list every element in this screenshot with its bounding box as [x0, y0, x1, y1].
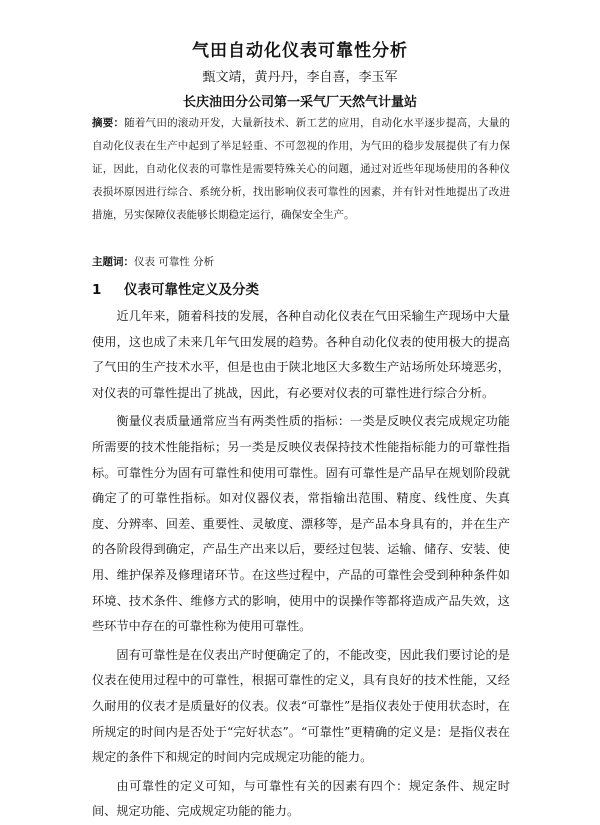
keywords [92, 253, 510, 271]
section-heading [92, 279, 510, 301]
section-title: 仪表可靠性定义及分类 [124, 282, 259, 298]
keywords-label: 主题词： [92, 256, 134, 268]
abstract-label: 摘要： [92, 117, 125, 129]
paper-title: 气田自动化仪表可靠性分析 [192, 41, 408, 61]
body-paragraph: 由可靠性的定义可知，与可靠性有关的因素有四个：规定条件、规定时间、规定功能、完成规定功能的能力。 [92, 778, 510, 819]
affiliation: 长庆油田分公司第一采气厂天然气计量站 [182, 95, 417, 110]
section-number: 1 [92, 282, 102, 298]
body-paragraph: 固有可靠性是在仪表出产时便确定了的，不能改变，因此我们要讨论的是仪表在使用过程中的可靠性，根据可靠性的定义，具有良好的技术性能，又经久耐用的仪表才是质量好的仪表。仪表“可靠性”是指仪表处于使用状态时，在所规定的时间内是否处于“完好状态”。“可靠性”更精确的定义是：是指仪表在规定的条件下和规定的时间内完成规定功能的能力。 [92, 647, 510, 765]
abstract [92, 112, 510, 227]
keywords-text: 仪表 可靠性 分析 [134, 256, 215, 268]
body-paragraph: 衡量仪表质量通常应当有两类性质的指标：一类是反映仪表完成规定功能所需要的技术性能指标；另一类是反映仪表保持技术性能指标能力的可靠性指标。可靠性分为固有可靠性和使用可靠性。固有可靠性是产品早在规划阶段就确定了的可靠性指标。如对仪器仪表，常指输出范围、精度、线性度、失真度、分辨率、回差、重要性、灵敏度、漂移等，是产品本身具有的，并在生产的各阶段得到确定，产品生产出来以后，要经过包装、运输、储存、安装、使用、维护保养及修理诸环节。在这些过程中，产品的可靠性会受到种种条件如环境、技术条件、维修方式的影响，使用中的误操作等都将造成产品失效，这些环节中存在的可靠性称为使用可靠性。 [92, 414, 510, 634]
body-paragraph: 近几年来，随着科技的发展，各种自动化仪表在气田采输生产现场中大量使用，这也成了未来几年气田发展的趋势。各种自动化仪表的使用极大的提高了气田的生产技术水平，但是也由于陕北地区大多数生产站场所处环境恶劣，对仪表的可靠性提出了挑战，因此，有必要对仪表的可靠性进行综合分析。 [92, 309, 510, 400]
author-list: 甄文靖，黄丹丹，李自喜，李玉军 [202, 70, 398, 85]
abstract-text: 随着气田的滚动开发，大量新技术、新工艺的应用，自动化水平逐步提高，大量的自动化仪表在生产中起到了举足轻重、不可忽视的作用，为气田的稳步发展提供了有力保证，因此，自动化仪表的可靠性是需要特殊关心的问题，通过对近些年现场使用的各种仪表损坏原因进行综合、系统分析，找出影响仪表可靠性的因素，并有针对性地提出了改进措施，另实保障仪表能够长期稳定运行，确保安全生产。 [92, 117, 510, 221]
section-body [92, 304, 510, 825]
